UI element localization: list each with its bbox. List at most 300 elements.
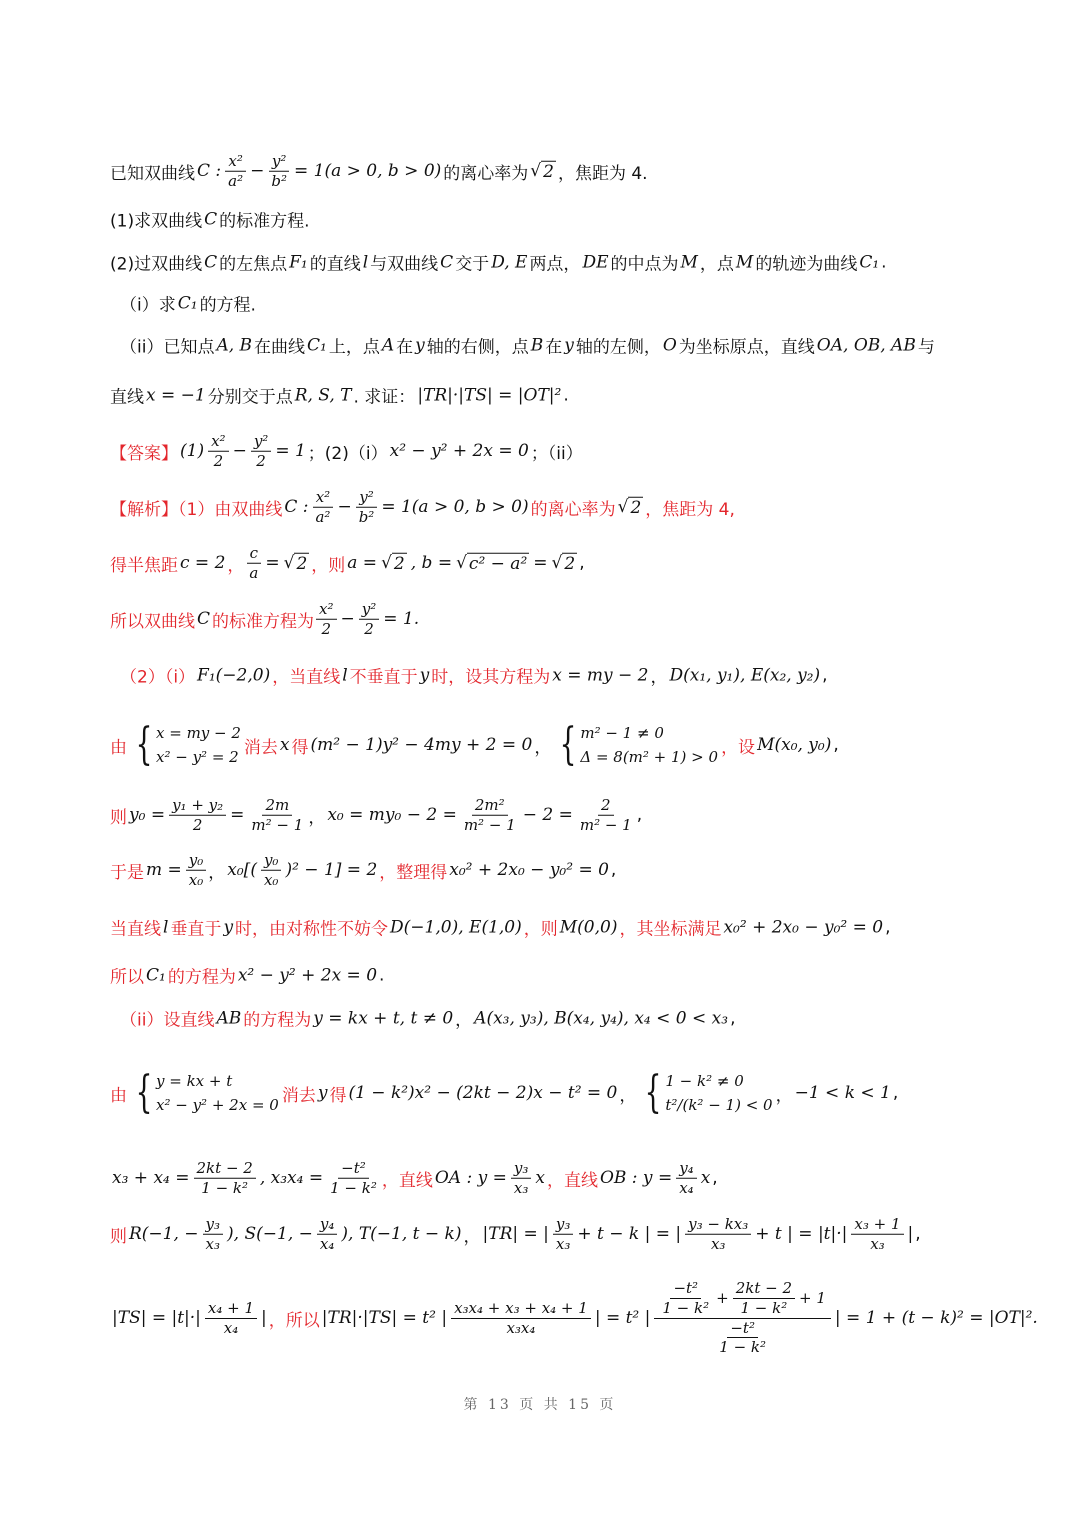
text-run: ， <box>208 862 226 883</box>
math-expression: A, B <box>216 335 253 355</box>
equation-system <box>130 719 241 770</box>
text-run: 得半焦距 <box>110 555 178 576</box>
text-run: 由 <box>110 1085 127 1106</box>
math-expression: = <box>265 553 280 573</box>
square-root <box>618 497 644 518</box>
math-expression: c = 2 <box>180 553 226 573</box>
text-run: 时，设其方程为 <box>431 667 551 688</box>
text-line <box>110 432 583 471</box>
text-run: , <box>885 917 891 937</box>
equation-system <box>554 719 719 770</box>
math-expression: −1 < k < 1 <box>794 1083 891 1103</box>
fraction <box>317 1215 338 1254</box>
square-root <box>530 161 556 182</box>
text-run: ，则 <box>523 919 558 940</box>
text-line <box>110 488 735 527</box>
text-run: 的方程. <box>199 295 256 316</box>
square-root <box>381 553 407 574</box>
math-expression: |TR|·|TS| = t² | <box>321 1308 448 1328</box>
text-run: 得 <box>291 737 309 758</box>
fraction <box>203 1215 224 1254</box>
text-run: 的方程为 <box>167 967 236 988</box>
text-run: 的中点为 <box>610 254 679 275</box>
fraction <box>327 1159 380 1198</box>
math-expression: | <box>907 1224 914 1244</box>
fraction <box>261 851 282 890</box>
denominator: 1 − k² <box>662 1298 710 1317</box>
radical-sign-icon: √ <box>381 553 392 573</box>
numerator: c <box>247 544 261 564</box>
math-expression: y = kx + t, t ≠ 0 <box>313 1008 454 1028</box>
fraction <box>359 600 380 639</box>
denominator: b² <box>271 171 287 190</box>
square-root <box>284 553 310 574</box>
denominator: 2 <box>192 815 203 834</box>
denominator <box>711 1319 774 1358</box>
text-run: 已知双曲线 <box>110 163 195 184</box>
text-run: 在 <box>545 337 563 358</box>
math-expression: OA : y = <box>434 1168 507 1188</box>
text-run: ，整理得 <box>379 862 448 883</box>
text-run: （ii）已知点 <box>120 337 215 358</box>
text-run: , <box>892 1083 899 1103</box>
fraction <box>659 1279 712 1318</box>
denominator: x₃ <box>513 1178 529 1197</box>
math-expression: x² − y² + 2x = 0 <box>389 441 529 461</box>
math-expression: + t | = |t|·| <box>755 1224 848 1244</box>
text-line <box>110 851 616 890</box>
math-expression: OA, OB, AB <box>816 335 916 355</box>
text-line <box>110 600 421 639</box>
math-expression: + t − k | = | <box>577 1224 682 1244</box>
text-run: 消去 <box>281 1085 316 1106</box>
math-expression: AB <box>216 1008 242 1028</box>
math-expression: (1 − k²)x² − (2kt − 2)x − t² = 0 <box>348 1083 618 1103</box>
fraction <box>654 1279 831 1357</box>
text-line <box>110 152 648 191</box>
fraction <box>316 600 336 639</box>
math-expression: x₀ = my₀ − 2 = <box>327 805 457 825</box>
denominator: x₃ <box>870 1234 885 1253</box>
denominator: x₃ <box>710 1234 726 1253</box>
text-run: ， <box>308 807 326 828</box>
math-expression: |TR|·|TS| = |OT|² <box>417 385 562 405</box>
fraction <box>685 1215 751 1254</box>
text-run: 交于 <box>455 254 490 275</box>
fraction <box>716 1319 769 1358</box>
text-run: ，焦距为 4. <box>557 163 648 184</box>
text-run: , <box>636 805 643 825</box>
text-line <box>110 1279 1040 1357</box>
numerator: x² <box>313 488 333 508</box>
numerator: 2 <box>598 796 614 816</box>
math-expression: M(0,0) <box>559 917 618 937</box>
math-expression: + <box>716 1288 729 1307</box>
math-expression: x = −1 <box>146 385 206 405</box>
math-expression: D(−1,0), E(1,0) <box>390 917 522 937</box>
system-rows <box>580 724 718 766</box>
math-expression: C₁ <box>146 965 166 985</box>
text-line <box>110 963 384 988</box>
text-run: 由 <box>110 737 127 758</box>
text-run: 的离心率为 <box>443 163 529 184</box>
math-expression: ), T(−1, t − k) <box>341 1224 462 1244</box>
numerator: y² <box>269 152 290 172</box>
denominator: x₃ <box>205 1234 221 1253</box>
system-rows <box>156 1072 279 1114</box>
system-rows <box>156 724 241 766</box>
radicand: 2 <box>393 553 405 574</box>
denominator: 1 − k² <box>201 1178 249 1197</box>
text-line <box>110 796 642 835</box>
math-expression: x <box>279 735 290 755</box>
equation-system <box>639 1067 773 1118</box>
math-expression: |TR| = | <box>482 1224 549 1244</box>
text-run: , <box>822 665 828 685</box>
math-expression: F₁(−2,0) <box>197 665 271 685</box>
numerator: −t² <box>338 1159 369 1179</box>
radicand: 2 <box>296 553 308 574</box>
numerator: y₁ + y₂ <box>169 796 226 816</box>
math-expression: y <box>317 1083 328 1103</box>
square-root <box>552 553 578 574</box>
text-run: 的直线 <box>309 254 361 275</box>
math-expression: C₁ <box>177 293 198 313</box>
math-expression: a = <box>347 553 378 573</box>
text-run: ；(2)（i） <box>307 443 388 464</box>
math-expression: x₀² + 2x₀ − y₀² = 0 <box>449 860 609 880</box>
denominator: a <box>249 563 259 582</box>
text-run: ，当直线 <box>272 667 341 688</box>
numerator: x² <box>316 600 336 620</box>
math-expression: − <box>337 497 352 517</box>
text-run: , <box>915 1224 921 1244</box>
radical-sign-icon: √ <box>283 553 295 573</box>
numerator: 2kt − 2 <box>194 1159 256 1179</box>
text-run: 垂直于 <box>170 919 222 940</box>
math-expression: C <box>440 252 454 272</box>
math-expression: = <box>230 805 245 825</box>
math-expression: − <box>232 441 247 461</box>
numerator <box>654 1279 831 1319</box>
numerator: 2m² <box>472 796 508 816</box>
text-run: ， <box>650 667 668 688</box>
fraction <box>169 796 226 835</box>
math-expression: C : <box>197 161 222 181</box>
math-expression: C <box>197 609 211 629</box>
text-line <box>120 663 828 688</box>
text-line <box>110 544 585 583</box>
denominator: 2 <box>321 619 332 638</box>
text-run: ， <box>227 555 245 576</box>
left-brace-icon: { <box>135 1067 153 1118</box>
text-run: , <box>833 735 839 755</box>
numerator: y₄ <box>676 1159 697 1179</box>
fraction <box>205 1299 257 1338</box>
math-expression: , x₃x₄ = <box>259 1168 324 1188</box>
fraction <box>251 432 272 471</box>
text-line <box>120 333 935 358</box>
text-run: 则 <box>110 1226 127 1247</box>
math-expression: , b = <box>410 553 453 573</box>
math-expression: x² − y² + 2x = 0 <box>237 965 378 985</box>
text-line <box>110 915 891 940</box>
text-run: 的标准方程. <box>219 211 310 232</box>
text-run: （2）（i） <box>120 667 196 688</box>
math-expression: y <box>223 917 234 937</box>
math-expression: = <box>533 553 548 573</box>
denominator: x₄ <box>679 1178 694 1197</box>
math-expression: D(x₁, y₁), E(x₂, y₂) <box>669 665 821 685</box>
math-expression: l <box>362 252 369 272</box>
text-run: . <box>379 965 385 985</box>
numerator: y₃ <box>553 1215 574 1235</box>
math-expression: (m² − 1)y² − 4my + 2 = 0 <box>310 735 533 755</box>
page-footer: 第 13 页 共 15 页 <box>463 1397 617 1413</box>
math-expression: M <box>680 252 698 272</box>
math-expression: | = t² | <box>594 1308 651 1328</box>
text-run: 则 <box>110 807 127 828</box>
math-expression: F₁ <box>289 252 308 272</box>
radicand: 2 <box>564 553 576 574</box>
fraction <box>268 152 290 191</box>
numerator: x₄ + 1 <box>205 1299 257 1319</box>
math-expression: | <box>261 1308 267 1328</box>
math-expression: C <box>204 252 218 272</box>
numerator: x² <box>225 152 245 172</box>
text-run: . <box>563 385 569 405</box>
text-run: 为坐标原点，直线 <box>678 337 815 358</box>
math-expression: R(−1, − <box>129 1224 199 1244</box>
numerator: −t² <box>727 1319 758 1339</box>
numerator: x₃ + 1 <box>851 1215 903 1235</box>
numerator: y₀ <box>186 851 207 871</box>
denominator: x₃ <box>555 1234 571 1253</box>
text-run: 轴的左侧， <box>575 337 661 358</box>
numerator: y₃ <box>203 1215 224 1235</box>
text-run: ，所以 <box>268 1310 320 1331</box>
text-line <box>110 1067 899 1118</box>
math-expression: y <box>564 335 574 355</box>
denominator: 1 − k² <box>330 1178 377 1197</box>
math-expression: y₀ = <box>129 805 166 825</box>
denominator: x₀ <box>188 870 204 889</box>
math-expression: C <box>204 209 218 229</box>
radical-sign-icon: √ <box>551 553 563 573</box>
text-line <box>110 207 310 232</box>
text-run: 当直线 <box>110 919 161 940</box>
system-row: x² − y² = 2 <box>156 748 239 766</box>
text-run: 所以双曲线 <box>110 611 195 632</box>
fraction <box>851 1215 903 1254</box>
text-run: ，直线 <box>381 1170 433 1191</box>
text-run: ，其坐标满足 <box>619 919 722 940</box>
text-line <box>120 291 256 316</box>
math-expression: m = <box>146 860 182 880</box>
radicand: 2 <box>543 161 554 182</box>
text-run: ，点 <box>699 254 734 275</box>
text-run: 轴的右侧，点 <box>426 337 529 358</box>
numerator: y² <box>359 600 380 620</box>
text-run: 不垂直于 <box>349 667 418 688</box>
math-expression: M(x₀, y₀) <box>757 735 832 755</box>
text-run: 【答案】 <box>110 443 178 464</box>
numerator: 2m <box>262 796 292 816</box>
text-run: , <box>712 1168 718 1188</box>
text-run: （i）求 <box>120 295 176 316</box>
fraction <box>733 1279 795 1318</box>
text-run: 所以 <box>110 967 144 988</box>
text-run: (2)过双曲线 <box>110 254 203 275</box>
math-expression: x₀[( <box>227 860 257 880</box>
fraction <box>225 152 246 191</box>
system-row: 1 − k² ≠ 0 <box>665 1072 744 1090</box>
numerator: x₃x₄ + x₃ + x₄ + 1 <box>451 1299 591 1319</box>
fraction <box>194 1159 256 1198</box>
math-expression: = 1 <box>275 441 306 461</box>
math-expression: = 1. <box>383 609 420 629</box>
denominator: m² − 1 <box>463 815 516 834</box>
text-line <box>110 250 887 275</box>
numerator: y₃ − kx₃ <box>685 1215 751 1235</box>
math-expression: |TS| = |t|·| <box>112 1308 201 1328</box>
math-expression: | = 1 + (t − k)² = |OT|². <box>834 1308 1038 1328</box>
numerator: −t² <box>670 1279 701 1299</box>
radicand: 2 <box>630 497 642 518</box>
text-run: 的方程为 <box>243 1010 312 1031</box>
radical-sign-icon: √ <box>456 553 467 573</box>
text-run: , <box>730 1008 736 1028</box>
denominator: m² − 1 <box>579 815 632 834</box>
text-run: , <box>610 860 617 880</box>
left-brace-icon: { <box>644 1067 662 1118</box>
text-run: 分别交于点 <box>207 387 293 408</box>
fraction <box>461 796 519 835</box>
text-line <box>110 1215 921 1254</box>
text-run: ， <box>619 1085 637 1106</box>
denominator: m² − 1 <box>251 815 304 834</box>
numerator: y₄ <box>317 1215 338 1235</box>
denominator: a² <box>315 507 331 526</box>
numerator: y² <box>356 488 377 508</box>
text-run: 与双曲线 <box>370 254 439 275</box>
text-run: ， <box>463 1226 481 1247</box>
text-run: 的左焦点 <box>219 254 288 275</box>
math-expression: O <box>662 335 677 355</box>
denominator: 1 − k² <box>719 1338 767 1357</box>
text-run: ， <box>455 1010 473 1031</box>
equation-system <box>130 1067 279 1118</box>
denominator: 2 <box>213 451 224 470</box>
fraction <box>356 488 378 527</box>
math-expression: x <box>535 1168 545 1188</box>
denominator: x₃x₄ <box>506 1318 536 1337</box>
text-run: . 求证： <box>353 387 416 408</box>
fraction <box>248 796 306 835</box>
math-expression: − <box>340 609 355 629</box>
fraction <box>451 1299 591 1338</box>
math-expression: − <box>250 161 265 181</box>
numerator: y² <box>251 432 272 452</box>
text-run: 【解析】（1）由双曲线 <box>110 499 283 520</box>
fraction <box>553 1215 574 1254</box>
fraction <box>511 1159 532 1198</box>
numerator: y₃ <box>511 1159 532 1179</box>
text-run: ，则 <box>311 555 346 576</box>
math-expression: C₁ <box>307 335 327 355</box>
text-run: 的离心率为 <box>530 499 616 520</box>
left-brace-icon: { <box>559 719 577 770</box>
text-run: (1)求双曲线 <box>110 211 203 232</box>
text-run: 在曲线 <box>254 337 306 358</box>
denominator: x₄ <box>319 1234 335 1253</box>
text-line <box>110 1159 718 1198</box>
text-run: 的轨迹为曲线 <box>755 254 858 275</box>
denominator: 2 <box>256 451 266 470</box>
text-run: （ii）设直线 <box>120 1010 215 1031</box>
math-expression: l <box>342 665 348 685</box>
text-run: ；（ii） <box>530 443 583 464</box>
math-expression: A(x₃, y₃), B(x₄, y₄), x₄ < 0 < x₃ <box>474 1008 729 1028</box>
denominator: 2 <box>364 619 374 638</box>
radical-sign-icon: √ <box>530 161 542 181</box>
math-expression: y <box>419 665 430 685</box>
system-row: y = kx + t <box>156 1072 233 1090</box>
system-row: Δ = 8(m² + 1) > 0 <box>580 748 719 766</box>
math-expression: + 1 <box>799 1288 826 1307</box>
denominator: b² <box>358 507 375 526</box>
numerator: x² <box>208 432 228 452</box>
text-run: 在 <box>396 337 414 358</box>
math-expression: x = my − 2 <box>552 665 649 685</box>
math-expression: x₃ + x₄ = <box>112 1168 190 1188</box>
denominator: 1 − k² <box>740 1298 788 1317</box>
math-expression: A <box>381 335 395 355</box>
text-run: ，直线 <box>546 1170 598 1191</box>
numerator: 2kt − 2 <box>733 1279 795 1299</box>
math-expression: OB : y = <box>599 1168 673 1188</box>
math-expression: C : <box>284 497 309 517</box>
math-expression: M <box>735 252 754 272</box>
math-expression: − 2 = <box>522 805 573 825</box>
text-run: ， <box>534 737 552 758</box>
fraction <box>246 544 261 583</box>
system-row: t²/(k² − 1) < 0 <box>665 1096 773 1114</box>
math-expression: ), S(−1, − <box>227 1224 313 1244</box>
math-expression: x <box>700 1168 711 1188</box>
math-expression: = 1(a > 0, b > 0) <box>293 161 442 181</box>
text-run: 的标准方程为 <box>212 611 315 632</box>
math-expression: DE <box>582 252 609 272</box>
text-line <box>110 383 569 408</box>
text-run: 直线 <box>110 387 144 408</box>
text-run: 消去 <box>243 737 278 758</box>
text-run: 上，点 <box>328 337 380 358</box>
text-line <box>110 719 839 770</box>
square-root <box>456 553 529 574</box>
text-line <box>120 1006 735 1031</box>
math-expression: B <box>530 335 544 355</box>
text-run: ， <box>775 1085 793 1106</box>
text-run: . <box>881 252 887 272</box>
math-expression: x₀² + 2x₀ − y₀² = 0 <box>723 917 884 937</box>
text-run: 得 <box>329 1085 347 1106</box>
math-expression: D, E <box>491 252 528 272</box>
math-expression: = 1(a > 0, b > 0) <box>381 497 529 517</box>
denominator: x₄ <box>223 1318 239 1337</box>
text-run: 两点， <box>529 254 581 275</box>
denominator: a² <box>228 171 244 190</box>
